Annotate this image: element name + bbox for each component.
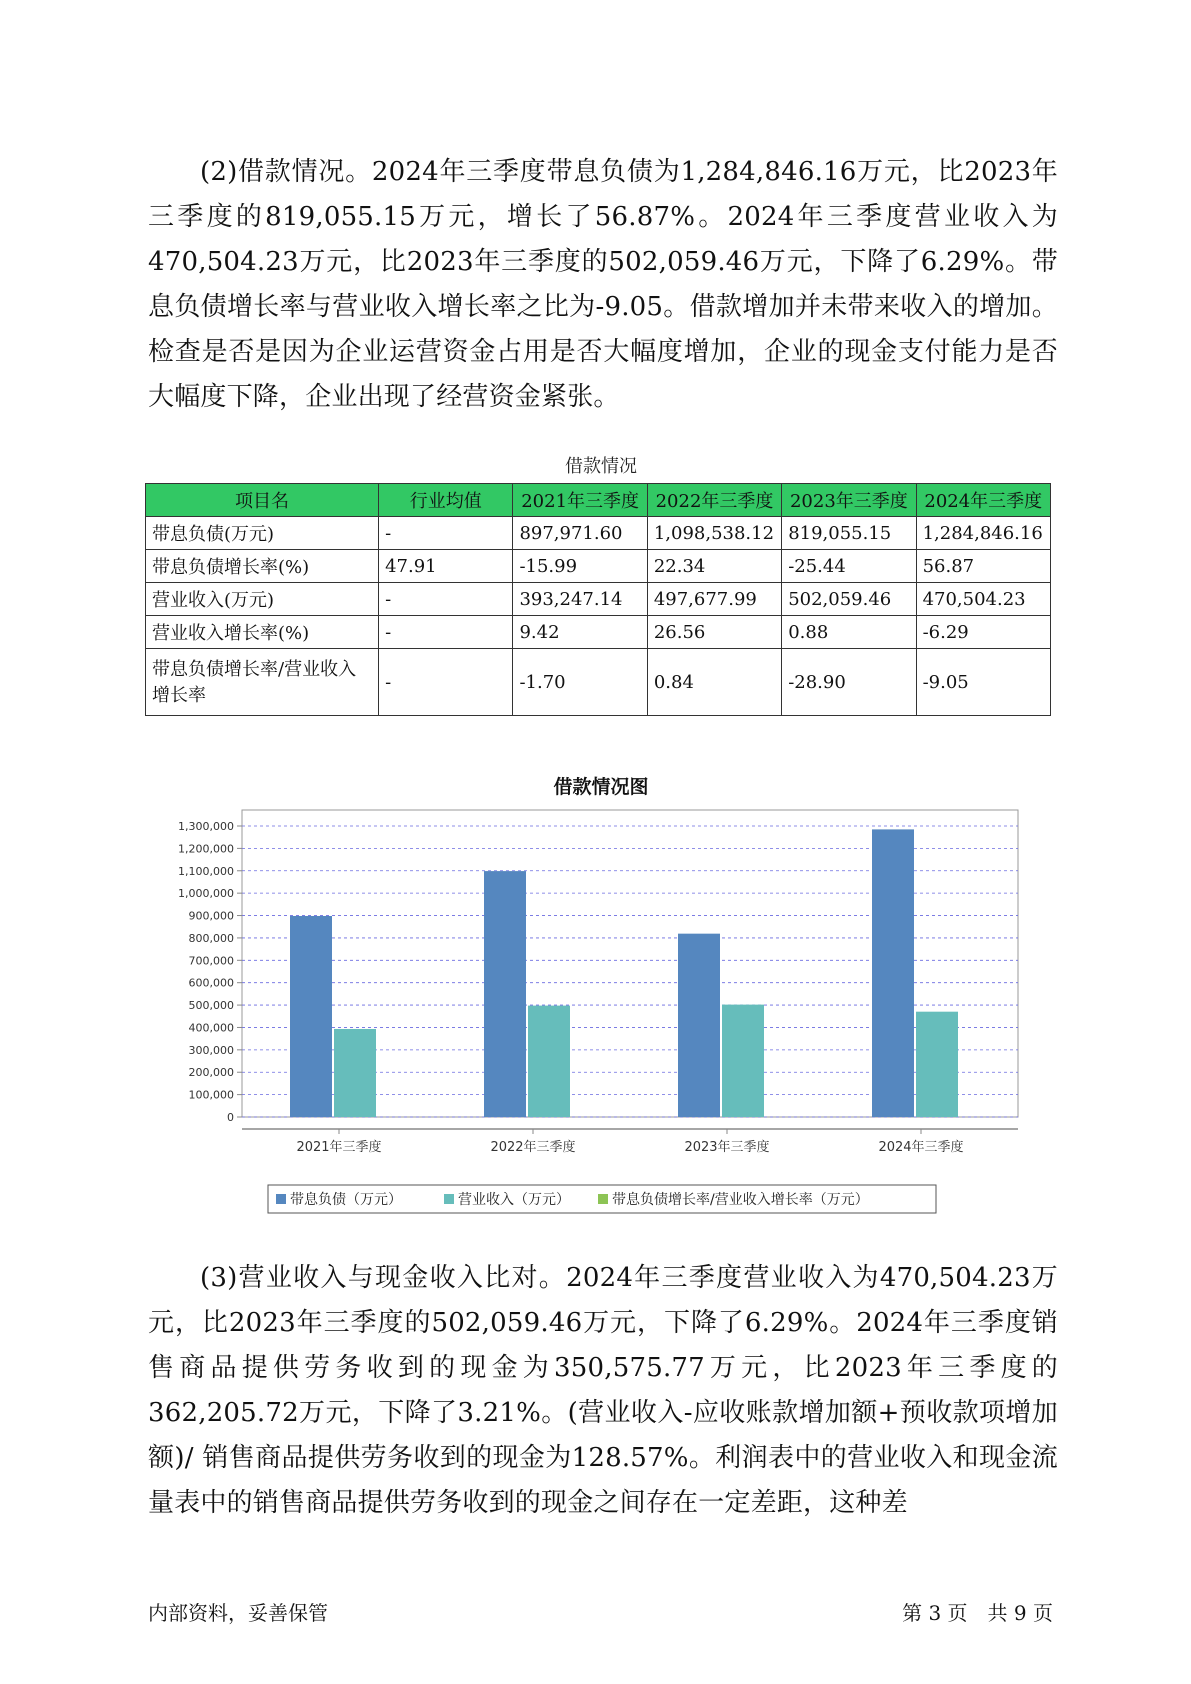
cell: - [379, 616, 513, 649]
cell: 0.88 [782, 616, 916, 649]
cell: 897,971.60 [513, 517, 647, 550]
cell: 9.42 [513, 616, 647, 649]
header-2024: 2024年三季度 [916, 484, 1050, 517]
bar-interest-debt [872, 829, 914, 1117]
borrowing-chart [160, 805, 1020, 1225]
header-2021: 2021年三季度 [513, 484, 647, 517]
table-caption: 借款情况 [565, 456, 637, 477]
y-tick-label: 300,000 [188, 1043, 234, 1057]
y-tick-label: 700,000 [188, 954, 234, 968]
bar-interest-debt [290, 916, 332, 1117]
y-tick-label: 200,000 [188, 1066, 234, 1080]
table-row [146, 649, 1051, 716]
cell: 47.91 [379, 550, 513, 583]
x-tick-label: 2021年三季度 [296, 1140, 382, 1155]
cell: -6.29 [916, 616, 1050, 649]
bar-revenue [722, 1005, 764, 1117]
cell: 1,284,846.16 [916, 517, 1050, 550]
y-tick-label: 600,000 [188, 976, 234, 990]
borrowing-table [145, 483, 1051, 716]
footer-confidential: 内部资料，妥善保管 [148, 1601, 328, 1625]
y-tick-label: 1,100,000 [178, 864, 234, 878]
header-industry-avg: 行业均值 [379, 484, 513, 517]
cell: 营业收入增长率(%) [146, 616, 379, 649]
cell: 带息负债增长率(%) [146, 550, 379, 583]
cell: -9.05 [916, 649, 1050, 716]
paragraph-revenue-cash: (3)营业收入与现金收入比对。2024年三季度营业收入为470,504.23万元，比2023年三季度的502,059.46万元，下降了6.29%。2024年三季度销售商品提供劳务收到的现金为350,575.77万元，比2023年三季度的362,205.72万元，下降了3.21%。(营业收入-应收账款增加额+预收款项增加额)/ 销售商品提供劳务收到的现金为128.57%。利润表中的营业收入和现金流量表中的销售商品提供劳务收到的现金之间存在一定差距，这种差 [148, 1263, 1058, 1518]
y-tick-label: 1,000,000 [178, 887, 234, 901]
y-tick-label: 800,000 [188, 931, 234, 945]
legend-label: 营业收入（万元） [458, 1192, 570, 1208]
bar-interest-debt [678, 934, 720, 1117]
x-tick-label: 2024年三季度 [878, 1140, 964, 1155]
y-tick-label: 0 [227, 1111, 234, 1124]
cell: 470,504.23 [916, 583, 1050, 616]
cell: 22.34 [647, 550, 781, 583]
cell: 393,247.14 [513, 583, 647, 616]
bar-interest-debt [484, 871, 526, 1117]
cell: - [379, 517, 513, 550]
cell: -15.99 [513, 550, 647, 583]
table-row [146, 616, 1051, 649]
x-tick-label: 2022年三季度 [490, 1140, 576, 1155]
bar-revenue [916, 1012, 958, 1117]
footer-page-number: 第 3 页 共 9 页 [902, 1601, 1053, 1625]
cell: 营业收入(万元) [146, 583, 379, 616]
y-tick-label: 1,200,000 [178, 842, 234, 856]
x-tick-label: 2023年三季度 [684, 1140, 770, 1155]
cell: 带息负债(万元) [146, 517, 379, 550]
cell: -1.70 [513, 649, 647, 716]
header-2023: 2023年三季度 [782, 484, 916, 517]
table-row [146, 517, 1051, 550]
cell: -28.90 [782, 649, 916, 716]
cell: 56.87 [916, 550, 1050, 583]
bar-revenue [528, 1006, 570, 1117]
bar-revenue [334, 1029, 376, 1117]
header-2022: 2022年三季度 [647, 484, 781, 517]
cell: -25.44 [782, 550, 916, 583]
legend-label: 带息负债增长率/营业收入增长率（万元） [612, 1192, 869, 1208]
y-tick-label: 100,000 [188, 1088, 234, 1102]
legend-swatch [598, 1194, 608, 1204]
cell: - [379, 649, 513, 716]
cell: 502,059.46 [782, 583, 916, 616]
cell: 1,098,538.12 [647, 517, 781, 550]
y-tick-label: 900,000 [188, 909, 234, 923]
legend-swatch [444, 1194, 454, 1204]
table-header-row [146, 484, 1051, 517]
legend-swatch [276, 1194, 286, 1204]
y-tick-label: 500,000 [188, 999, 234, 1013]
cell: - [379, 583, 513, 616]
legend-label: 带息负债（万元） [290, 1192, 402, 1208]
cell: 497,677.99 [647, 583, 781, 616]
table-row [146, 550, 1051, 583]
cell: 带息负债增长率/营业收入增长率 [146, 649, 379, 716]
cell: 0.84 [647, 649, 781, 716]
y-tick-label: 400,000 [188, 1021, 234, 1035]
table-row [146, 583, 1051, 616]
header-item-name: 项目名 [146, 484, 379, 517]
paragraph-borrowing: (2)借款情况。2024年三季度带息负债为1,284,846.16万元，比2023年三季度的819,055.15万元，增长了56.87%。2024年三季度营业收入为470,504.23万元，比2023年三季度的502,059.46万元，下降了6.29%。带息负债增长率与营业收入增长率之比为-9.05。借款增加并未带来收入的增加。检查是否是因为企业运营资金占用是否大幅度增加，企业的现金支付能力是否大幅度下降，企业出现了经营资金紧张。 [148, 157, 1058, 412]
y-tick-label: 1,300,000 [178, 820, 234, 833]
cell: 819,055.15 [782, 517, 916, 550]
cell: 26.56 [647, 616, 781, 649]
chart-title: 借款情况图 [553, 776, 649, 798]
